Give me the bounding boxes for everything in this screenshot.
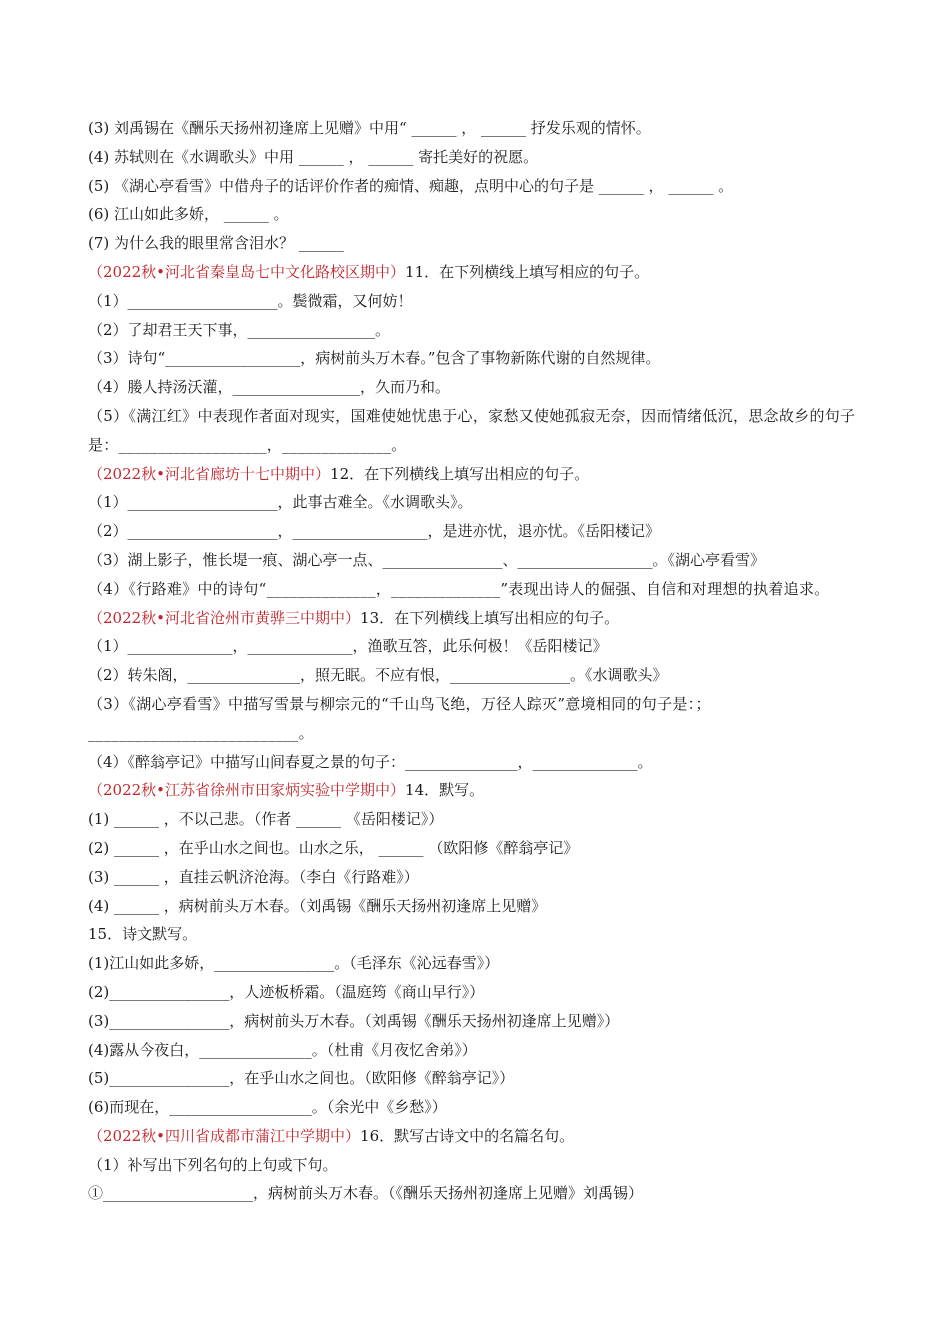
text-line: （4）《行路难》中的诗句“______________，______________”表现出诗人的倔强、自信和对理想的执着追求。 xyxy=(88,579,830,598)
source-label: （2022秋•四川省成都市蒲江中学期中） xyxy=(88,1126,361,1145)
question-16-heading xyxy=(88,1122,868,1151)
question-12-heading xyxy=(88,460,868,489)
text-line: (7) 为什么我的眼里常含泪水？ ______ xyxy=(88,234,344,253)
text-line: （1）补写出下列名句的上句或下句。 xyxy=(88,1155,338,1174)
question-15-heading: 15．诗文默写。 xyxy=(88,925,198,944)
text-line: ①____________________，病树前头万木春。（《酬乐天扬州初逢席上见赠》刘禹锡） xyxy=(88,1184,644,1203)
source-label: （2022秋•河北省廊坊十七中期中） xyxy=(88,464,331,483)
text-line: (3) ______ ，直挂云帆济沧海。（李白《行路难》） xyxy=(88,867,419,886)
source-label: （2022秋•河北省秦皇岛七中文化路校区期中） xyxy=(88,262,406,281)
source-label: （2022秋•河北省沧州市黄骅三中期中） xyxy=(88,608,361,627)
text-line: (4) ______ ，病树前头万木春。（刘禹锡《酬乐天扬州初逢席上见赠》 xyxy=(88,896,547,915)
text-line: (1)江山如此多娇，________________。（毛泽东《沁远春雪》） xyxy=(88,954,500,973)
text-line: (3)________________，病树前头万木春。（刘禹锡《酬乐天扬州初逢席上见赠》） xyxy=(88,1011,620,1030)
text-line: (6) 江山如此多娇， ______ 。 xyxy=(88,205,289,224)
text-line: （1）______________，______________，渔歌互答，此乐何极！《岳阳楼记》 xyxy=(88,637,608,656)
text-line: （3）诗句“__________________，病树前头万木春。”包含了事物新陈代谢的自然规律。 xyxy=(88,349,661,368)
text-line: （1）____________________，此事古难全。《水调歌头》。 xyxy=(88,493,473,512)
text-line: （2）转朱阁，_______________，照无眠。不应有恨，________________。《水调歌头》 xyxy=(88,666,668,685)
question-13-heading xyxy=(88,604,868,633)
source-label: （2022秋•江苏省徐州市田家炳实验中学期中） xyxy=(88,781,406,800)
text-line: （4）媵人持汤沃灌，_________________，久而乃和。 xyxy=(88,378,451,397)
text-line: （3）湖上影子，惟长堤一痕、湖心亭一点、________________、__________________。《湖心亭看雪》 xyxy=(88,550,766,569)
text-line: (4)露从今夜白，_______________。（杜甫《月夜忆舍弟》） xyxy=(88,1040,477,1059)
document-page xyxy=(88,114,868,1208)
question-title: 11．在下列横线上填写相应的句子。 xyxy=(405,262,650,281)
text-line: (2) ______ ，在乎山水之间也。山水之乐， ______ （欧阳修《醉翁亭记》 xyxy=(88,838,579,857)
text-line: (4) 苏轼则在《水调歌头》中用 ______ ， ______ 寄托美好的祝愿。 xyxy=(88,147,539,166)
question-11-heading xyxy=(88,258,868,287)
question-title: 14．默写。 xyxy=(405,781,485,800)
text-line: (3) 刘禹锡在《酬乐天扬州初逢席上见赠》中用“ ______ ， ______ 抒发乐观的情怀。 xyxy=(88,119,651,137)
text-line: (5)________________，在乎山水之间也。（欧阳修《醉翁亭记》） xyxy=(88,1069,515,1088)
text-line: (1) ______ ，不以己悲。（作者 ______ 《岳阳楼记》） xyxy=(88,810,444,829)
text-line: （5）《满江红》中表现作者面对现实，国难使她忧患于心，家愁又使她孤寂无奈，因而情绪低沉，思念故乡的句子是：___________________，______________。 xyxy=(88,406,856,454)
text-line: （2）了却君王天下事，_________________。 xyxy=(88,320,391,339)
text-line: （4）《醉翁亭记》中描写山间春夏之景的句子：_______________，______________。 xyxy=(88,752,653,771)
text-line: (6)而现在，___________________。（余光中《乡愁》） xyxy=(88,1098,447,1117)
text-line: （2）____________________，__________________，是进亦忧，退亦忧。《岳阳楼记》 xyxy=(88,522,661,541)
text-line: (2)________________，人迹板桥霜。（温庭筠《商山早行》） xyxy=(88,982,485,1001)
text-line: (5) 《湖心亭看雪》中借舟子的话评价作者的痴情、痴趣，点明中心的句子是 ______ ， ______ 。 xyxy=(88,176,734,195)
question-title: 13．在下列横线上填写出相应的句子。 xyxy=(360,608,620,627)
question-title: 16．默写古诗文中的名篇名句。 xyxy=(360,1126,575,1145)
text-line: （3）《湖心亭看雪》中描写雪景与柳宗元的“千山鸟飞绝，万径人踪灭”意境相同的句子是：；___________________________。 xyxy=(88,694,711,742)
question-title: 12．在下列横线上填写出相应的句子。 xyxy=(330,464,590,483)
text-line: （1）____________________。鬓微霜，又何妨！ xyxy=(88,291,413,310)
question-14-heading xyxy=(88,776,868,805)
